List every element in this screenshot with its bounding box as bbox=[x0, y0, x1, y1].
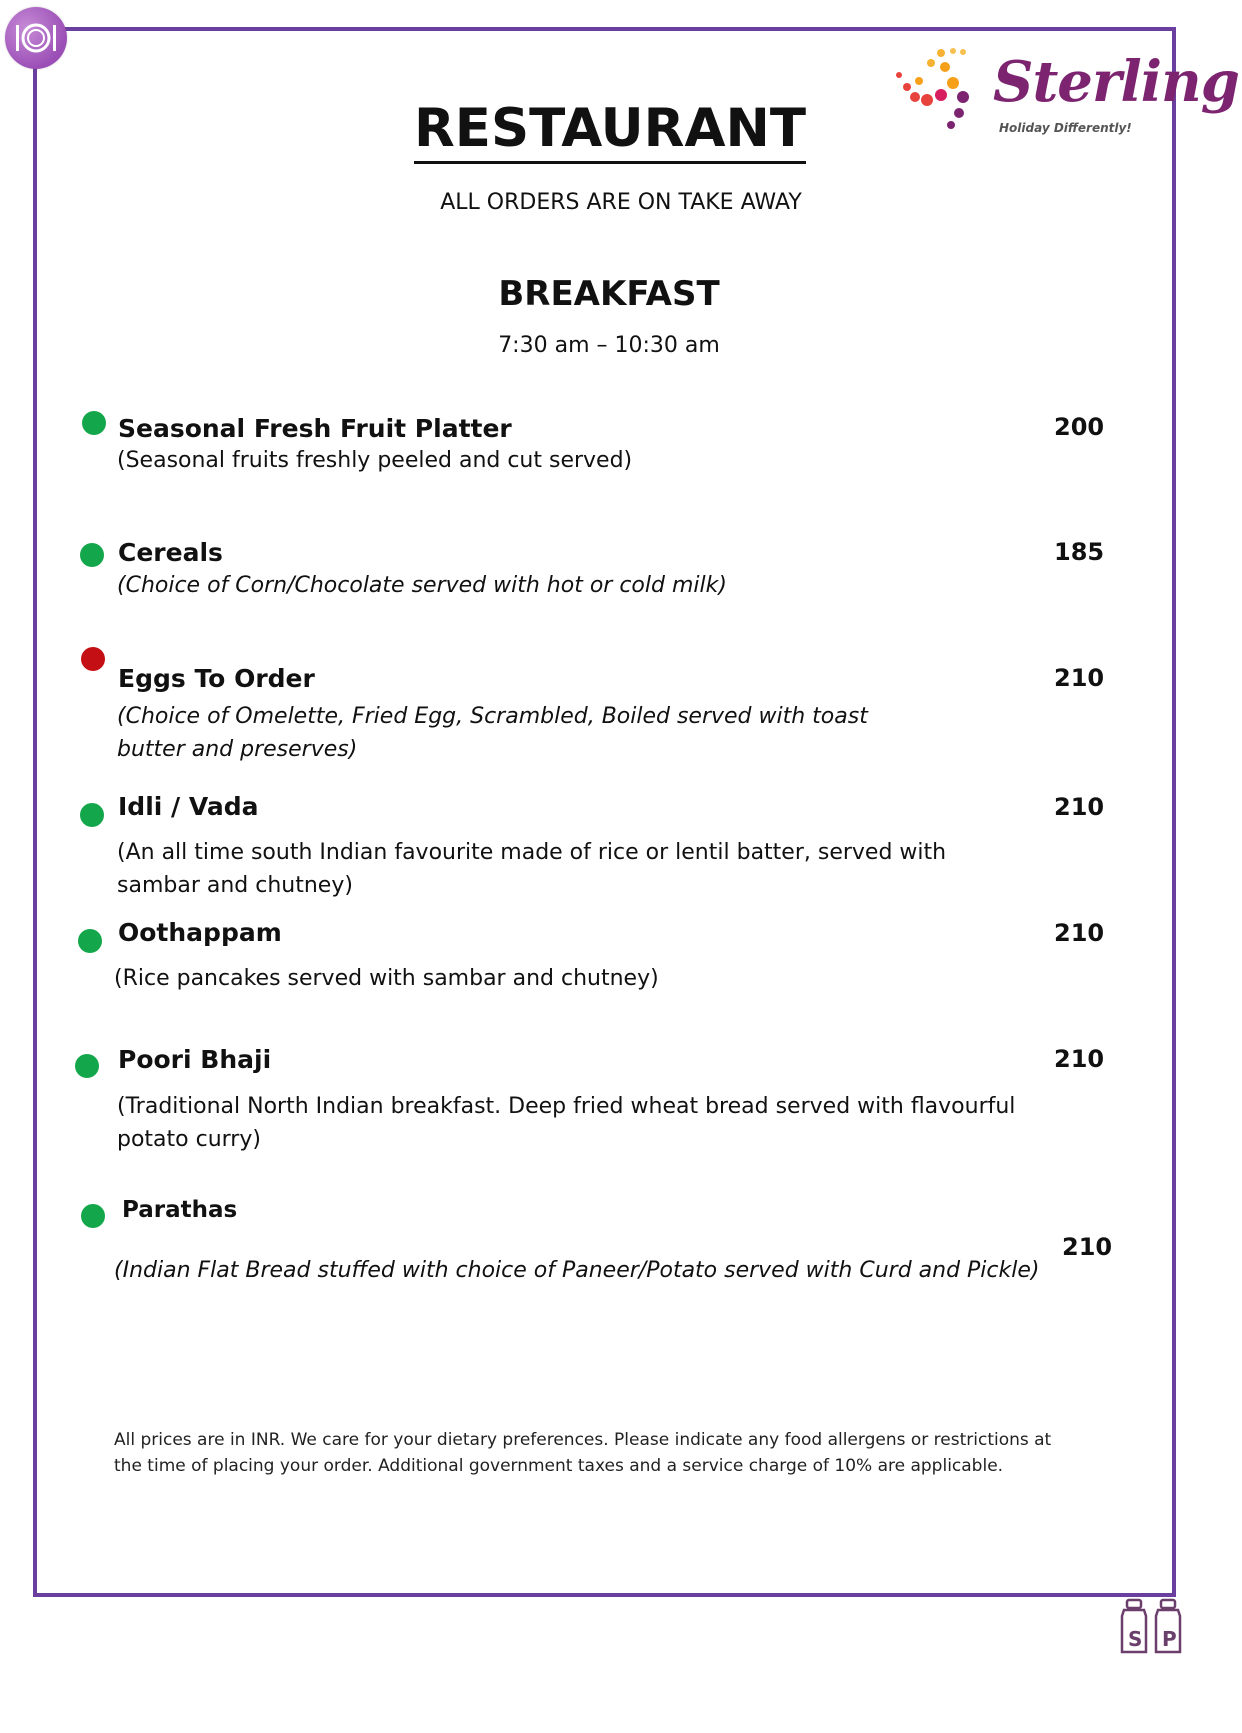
svg-text:P: P bbox=[1162, 1627, 1177, 1651]
veg-indicator-icon bbox=[81, 1204, 105, 1228]
page-title bbox=[0, 98, 1220, 159]
menu-item-description: (Choice of Omelette, Fried Egg, Scrambled, Boiled served with toast butter and preserves) bbox=[117, 704, 868, 762]
menu-item-description: (Traditional North Indian breakfast. Deep fried wheat bread served with flavourful potato curry) bbox=[117, 1094, 1016, 1152]
service-hours: 7:30 am – 10:30 am bbox=[498, 333, 720, 358]
menu-item-name: Eggs To Order bbox=[118, 664, 315, 693]
veg-indicator-icon bbox=[80, 543, 104, 567]
veg-indicator-icon bbox=[78, 929, 102, 953]
menu-item-price: 200 bbox=[1054, 413, 1105, 441]
menu-item-name: Poori Bhaji bbox=[118, 1045, 272, 1074]
menu-item-price: 210 bbox=[1054, 1045, 1105, 1073]
menu-item-description: (Choice of Corn/Chocolate served with hot or cold milk) bbox=[117, 573, 727, 598]
menu-item-name: Seasonal Fresh Fruit Platter bbox=[118, 414, 512, 443]
menu-item-price: 210 bbox=[1062, 1233, 1113, 1261]
brand-tagline: Holiday Differently! bbox=[999, 121, 1132, 135]
menu-item-description: (Indian Flat Bread stuffed with choice of Paneer/Potato served with Curd and Pickle) bbox=[114, 1258, 1040, 1283]
footer-note: All prices are in INR. We care for your dietary preferences. Please indicate any food allergens or restrictions at the time of placing your order. Additional government taxes and a service charge of 10% are applicable. bbox=[114, 1430, 1052, 1476]
brand-name: Sterling bbox=[993, 49, 1239, 115]
menu-item-price: 210 bbox=[1054, 664, 1105, 692]
menu-item-price: 210 bbox=[1054, 919, 1105, 947]
takeaway-note: ALL ORDERS ARE ON TAKE AWAY bbox=[440, 190, 802, 215]
menu-item-price: 185 bbox=[1054, 538, 1105, 566]
menu-item-price: 210 bbox=[1054, 793, 1105, 821]
non-veg-indicator-icon bbox=[81, 647, 105, 671]
menu-item-description: (Seasonal fruits freshly peeled and cut served) bbox=[117, 448, 633, 473]
menu-item-name: Idli / Vada bbox=[118, 792, 259, 821]
salt-pepper-shakers-icon bbox=[1118, 1596, 1188, 1660]
menu-item-description: (An all time south Indian favourite made of rice or lentil batter, served with sambar and chutney) bbox=[117, 840, 947, 898]
svg-text:S: S bbox=[1128, 1627, 1143, 1651]
veg-indicator-icon bbox=[75, 1054, 99, 1078]
page-title-text: RESTAURANT bbox=[414, 98, 806, 164]
plate-cutlery-icon bbox=[5, 7, 67, 69]
veg-indicator-icon bbox=[80, 803, 104, 827]
menu-item-description: (Rice pancakes served with sambar and chutney) bbox=[114, 966, 659, 991]
menu-item-name: Oothappam bbox=[118, 918, 282, 947]
menu-item-name: Cereals bbox=[118, 538, 223, 567]
menu-item-name: Parathas bbox=[122, 1197, 238, 1223]
veg-indicator-icon bbox=[82, 411, 106, 435]
section-title: BREAKFAST bbox=[498, 274, 720, 314]
